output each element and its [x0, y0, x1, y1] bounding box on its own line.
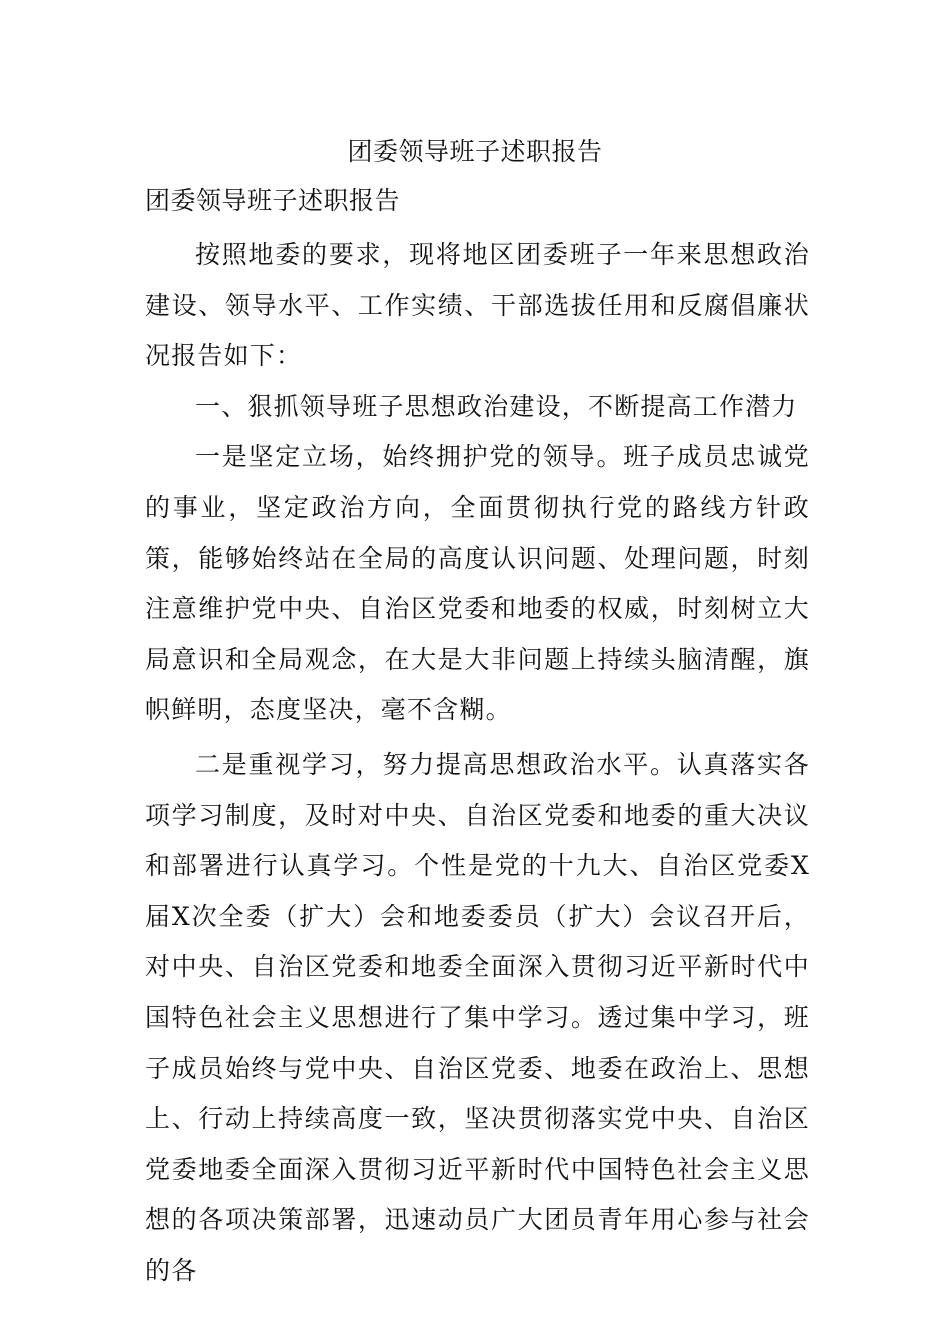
section-heading-1: 一、狠抓领导班子思想政治建设，不断提高工作潜力	[195, 391, 798, 421]
paragraph-intro: 按照地委的要求，现将地区团委班子一年来思想政治建设、领导水平、工作实绩、干部选拔任用和反腐倡廉状况报告如下：	[145, 240, 810, 371]
document-subtitle: 团委领导班子述职报告	[145, 186, 401, 215]
document-title: 团委领导班子述职报告	[347, 137, 603, 166]
paragraph-point-2: 二是重视学习，努力提高思想政治水平。认真落实各项学习制度，及时对中央、自治区党委和地委的重大决议和部署进行认真学习。个性是党的十九大、自治区党委X届X次全委（扩大）会和地委委员（扩大）会议召开后，对中央、自治区党委和地委全面深入贯彻习近平新时代中国特色社会主义思想进行了集中学习。透过集中学习，班子成员始终与党中央、自治区党委、地委在政治上、思想上、行动上持续高度一致，坚决贯彻落实党中央、自治区党委地委全面深入贯彻习近平新时代中国特色社会主义思想的各项决策部署，迅速动员广大团员青年用心参与社会的各	[145, 749, 810, 1285]
paragraph-point-1: 一是坚定立场，始终拥护党的领导。班子成员忠诚党的事业，坚定政治方向，全面贯彻执行党的路线方针政策，能够始终站在全局的高度认识问题、处理问题，时刻注意维护党中央、自治区党委和地委的权威，时刻树立大局意识和全局观念，在大是大非问题上持续头脑清醒，旗帜鲜明，态度坚决，毫不含糊。	[145, 442, 810, 725]
document-body	[145, 230, 810, 1296]
